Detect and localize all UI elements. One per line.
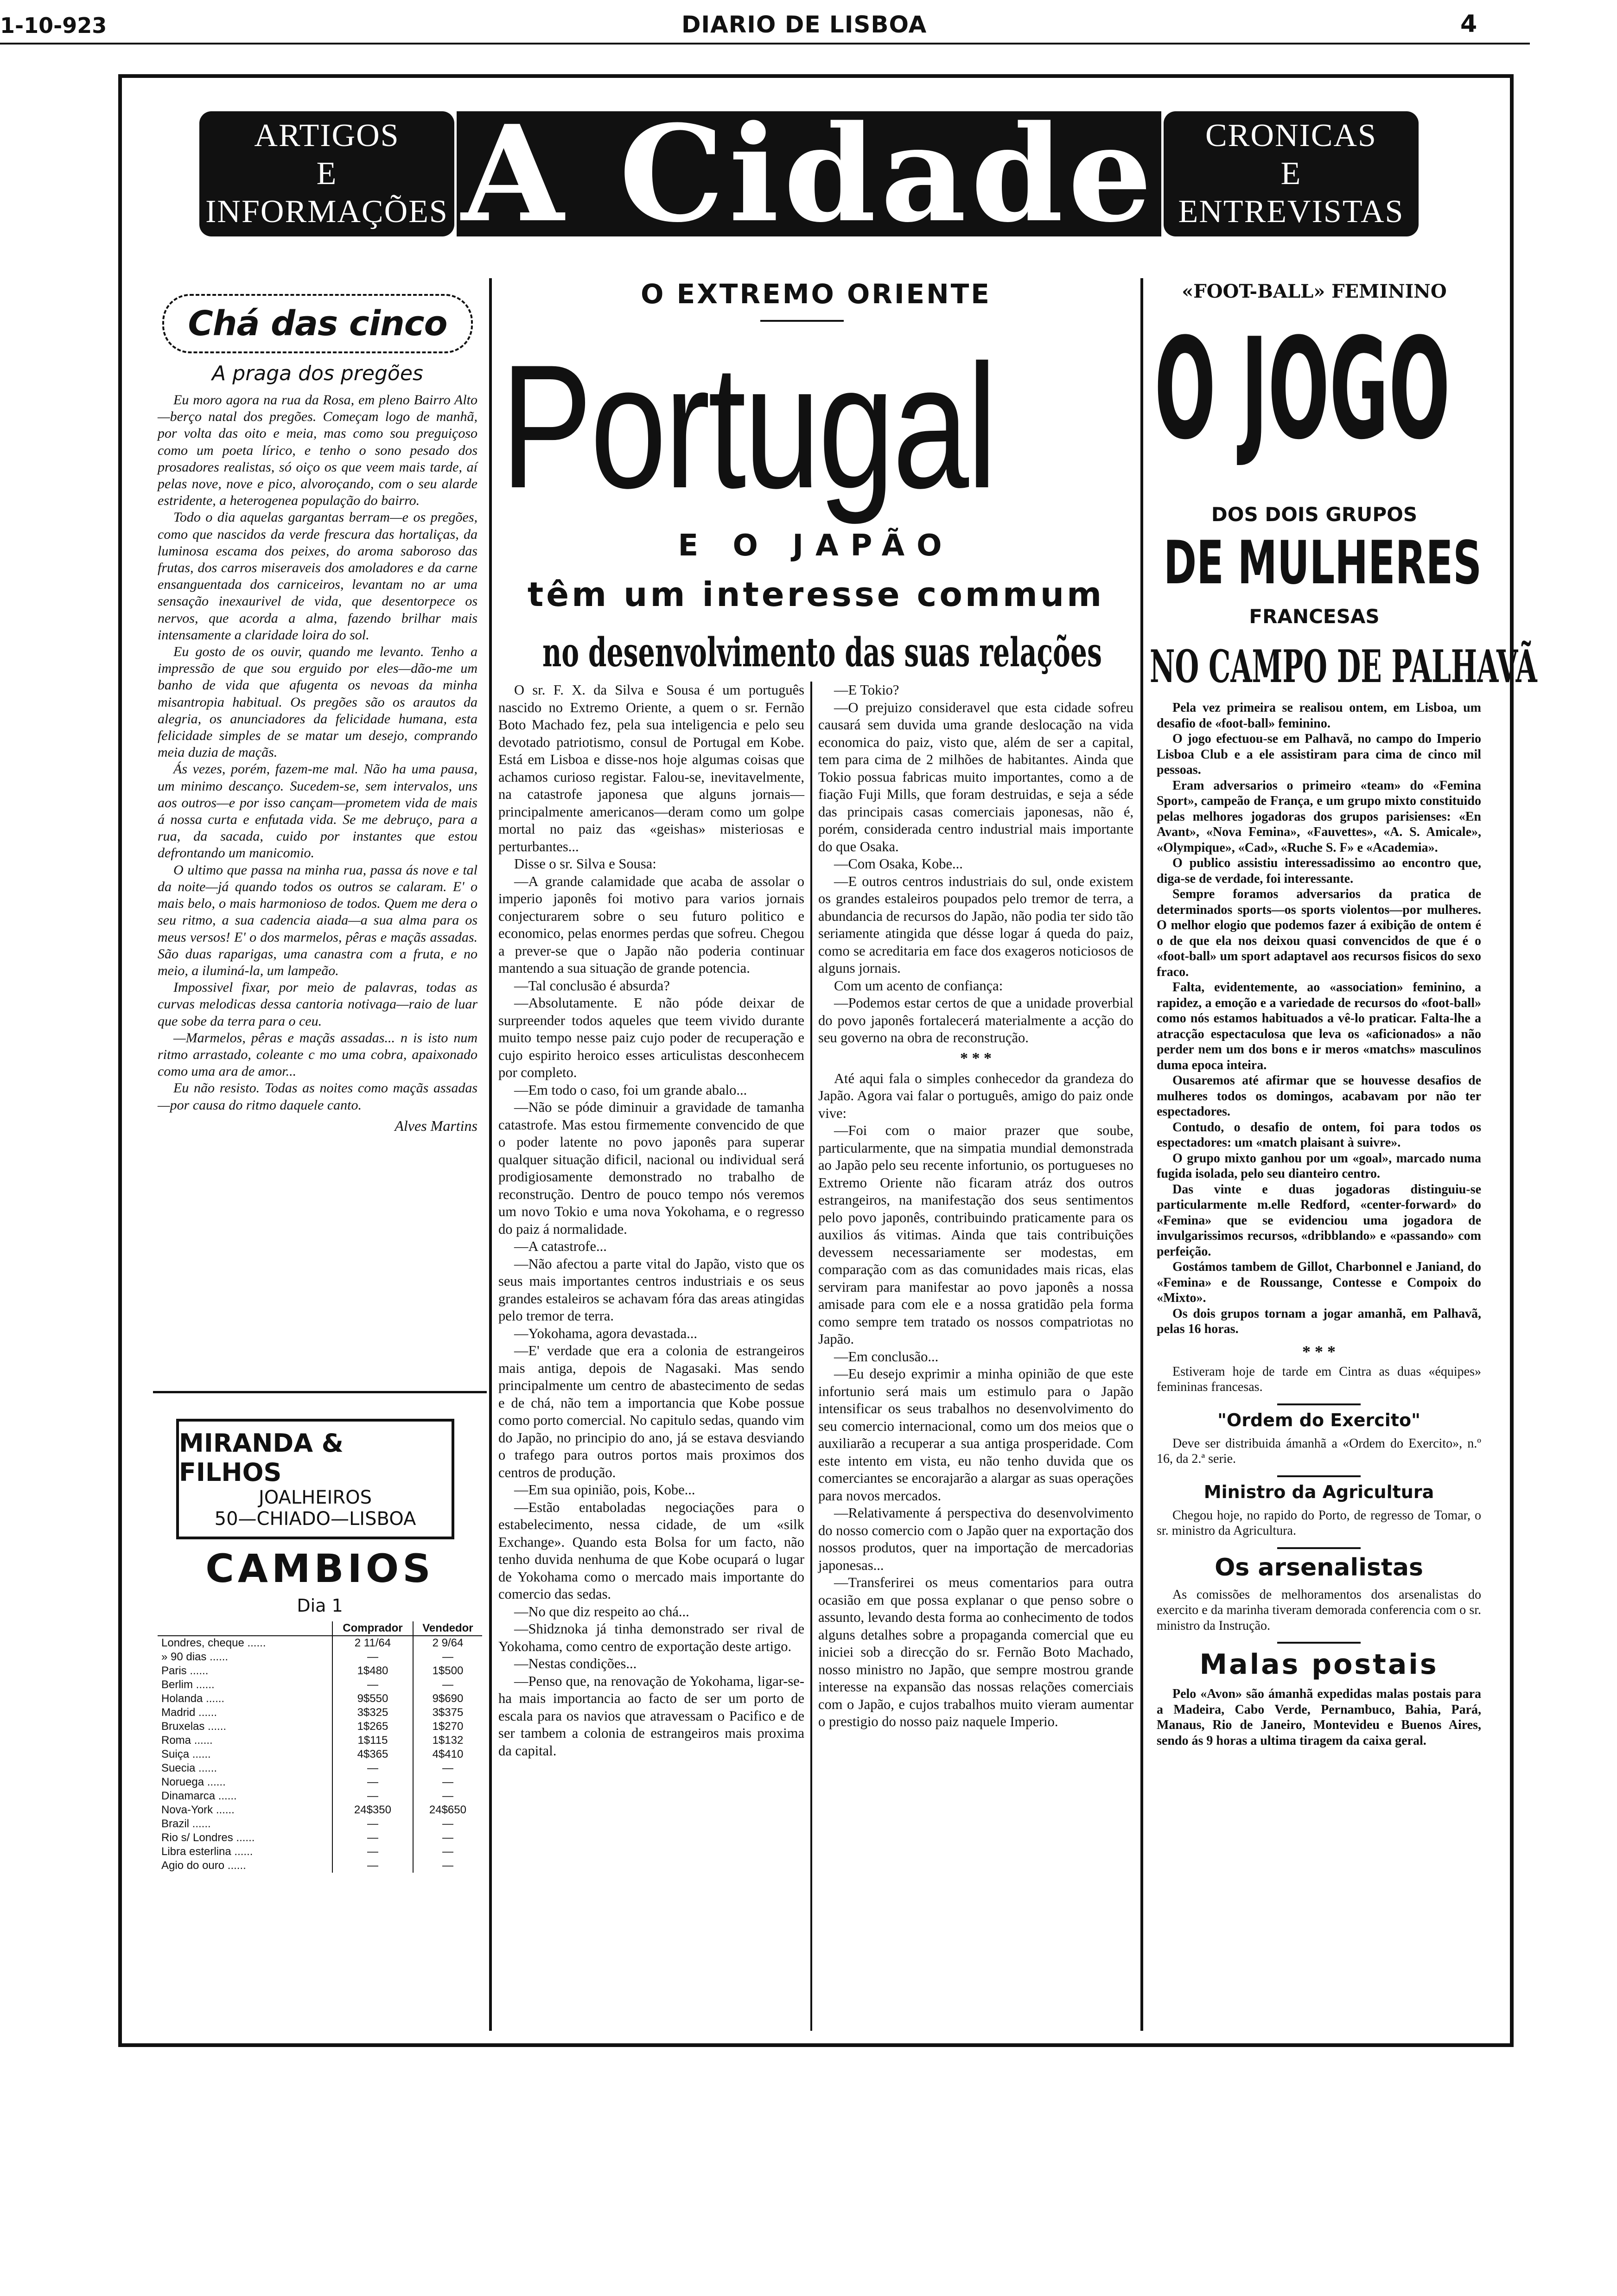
currency-cell: » 90 dias ......	[161, 1651, 229, 1663]
table-row	[158, 1692, 482, 1706]
table-row	[158, 1831, 482, 1845]
paragraph: —Relativamente á perspectiva do desenvolvimento do nosso comercio com o Japão quer na exportação dos nossos produtos, quer na importação de mercadorias japonesas...	[818, 1505, 1133, 1573]
sub-headline-3: no desenvolvimento das suas relações	[542, 629, 1102, 676]
currency-cell: Nova-York ......	[161, 1804, 235, 1816]
buy-rate-cell: —	[332, 1775, 413, 1789]
sub-headline-1: E O JAPÃO	[678, 529, 954, 563]
ornament-rule	[1277, 1642, 1361, 1644]
table-row	[158, 1775, 482, 1789]
paragraph: —O prejuizo consideravel que esta cidade sofreu causará sem duvida uma grande deslocação na vida economica do paiz, visto que, além de ser a capital, tem para cima de 2 milhões de habitantes. Ainda que Tokio possua fabricas muito importantes, como a de fiação Fuji Mills, que foram destruidas, e seja a séde das principais casas comerciais japonesas, não é, porém, considerada centro industrial mais importante do que Osaka.	[818, 699, 1133, 855]
masthead-left-line: ARTIGOS	[254, 118, 400, 153]
table-row	[158, 1650, 482, 1664]
paragraph: —Com Osaka, Kobe...	[834, 856, 963, 872]
notice-title: Malas postais	[1199, 1648, 1439, 1681]
paragraph: —No que diz respeito ao chá...	[514, 1603, 689, 1620]
sell-rate-cell: 1$500	[413, 1664, 482, 1678]
table-row	[158, 1859, 482, 1873]
sell-rate-cell: —	[413, 1845, 482, 1859]
header-rule	[0, 43, 1530, 45]
cambios-title: CAMBIOS	[205, 1546, 434, 1591]
notice-title: "Ordem do Exercito"	[1217, 1409, 1420, 1430]
currency-cell: Rio s/ Londres ......	[161, 1831, 255, 1844]
table-row	[158, 1845, 482, 1859]
currency-cell: Londres, cheque ......	[161, 1637, 266, 1649]
sell-rate-cell: 1$132	[413, 1734, 482, 1748]
masthead-left-line: INFORMAÇÕES	[205, 194, 448, 230]
buy-rate-cell: 9$550	[332, 1692, 413, 1706]
buy-rate-cell: 1$265	[332, 1720, 413, 1734]
masthead-left-box	[199, 111, 454, 236]
column-header: Comprador	[332, 1621, 413, 1636]
center-column-2	[818, 682, 1133, 2026]
page-number: 4	[1460, 10, 1477, 38]
buy-rate-cell: —	[332, 1650, 413, 1664]
masthead-right-box	[1164, 111, 1419, 236]
sell-rate-cell: —	[413, 1859, 482, 1873]
ad-name: MIRANDA & FILHOS	[179, 1429, 344, 1487]
paragraph: —Shidznoka já tinha demonstrado ser rival de Yokohama, como centro de exportação deste artigo.	[498, 1621, 804, 1654]
paragraph: Contudo, o desafio de ontem, foi para todos os espectadores: um «match plaisant à suivre».	[1157, 1120, 1481, 1150]
currency-cell: Suecia ......	[161, 1762, 217, 1774]
paragraph: Eu moro agora na rua da Rosa, em pleno Bairro Alto—berço natal dos pregões. Começam logo de manhã, por volta das oito e meia, mas como sou preguiçoso como um poeta lírico, e tenho o sono pesado dos prosadores realistas, só oiço os que veem mais tarde, aí pelas nove, nove e pico, alvoroçando, com o seu alarde estridente, a heterogenea população do bairro.	[158, 392, 477, 509]
paragraph: Pela vez primeira se realisou ontem, em Lisboa, um desafio de «foot-ball» feminino.	[1157, 701, 1481, 731]
cambios-date: Dia 1	[297, 1595, 343, 1616]
buy-rate-cell: —	[332, 1789, 413, 1803]
buy-rate-cell: 2 11/64	[332, 1636, 413, 1650]
right-headline-1-wrap	[1154, 308, 1488, 470]
table-row	[158, 1817, 482, 1831]
paragraph: —Foi com o maior prazer que soube, particularmente, que na simpatia mundial demonstrada ao Japão pelo seu recente infortunio, os portugueses no Extremo Oriente não ficaram atráz dos outros estrangeiros, na manifestação dos seus sentimentos pelo povo japonês, contribuindo praticamente para os auxilios ás vitimas. Ainda que tais contribuições devessem necessariamente ser modestas, em comparação com as das comunidades mais ricas, elas serviram para manifestar ao povo japonês a nossa amisade para com ele e a nossa gratidão pela forma como sempre tem tratado os nossos compatriotas no Japão.	[818, 1122, 1133, 1347]
currency-cell: Suiça ......	[161, 1748, 211, 1760]
cambios-rows	[158, 1636, 482, 1873]
buy-rate-cell: —	[332, 1845, 413, 1859]
currency-cell: Libra esterlina ......	[161, 1845, 253, 1858]
buy-rate-cell: 4$365	[332, 1748, 413, 1761]
table-row	[158, 1636, 482, 1650]
masthead-right-line: ENTREVISTAS	[1178, 194, 1404, 230]
sell-rate-cell: —	[413, 1650, 482, 1664]
paragraph: Eu não resisto. Todas as noites como maçãs assadas—por causa do ritmo daquele canto.	[158, 1080, 477, 1113]
sell-rate-cell: 9$690	[413, 1692, 482, 1706]
running-header	[0, 0, 1617, 42]
table-row	[158, 1664, 482, 1678]
paragraph: Eram adversarios o primeiro «team» do «Femina Sport», campeão de França, e um grupo mixto constituido pelas melhores jogadoras dos grupos parisienses: «En Avant», «Nova Femina», «Fauvettes», «A. S. Amicale», «Olympique», «Cad», «Ruche S. F» e «Academia».	[1157, 778, 1481, 855]
section-title-frame	[162, 294, 473, 353]
buy-rate-cell: —	[332, 1859, 413, 1873]
buy-rate-cell: 24$350	[332, 1803, 413, 1817]
right-sub-1: DOS DOIS GRUPOS	[1211, 503, 1418, 526]
paragraph: Todo o dia aquelas gargantas berram—e os pregões, como que nascidos da verde frescura das hortaliças, da luminosa escama dos peixes, do aroma saboroso das frutas, dos carros miseraveis dos amoladores e da carne ensanguentada dos carniceiros, levantam no ar uma sensação inexaurivel de vida, que desentorpece os nervos, que acorda a alma, fazendo brilhar mais intensamente a claridade loira do sol.	[158, 510, 477, 643]
paragraph: —Não afectou a parte vital do Japão, visto que os seus mais importantes centros industriais e os seus grandes estaleiros se achavam fóra das areas atingidas pelo tremor de terra.	[498, 1256, 804, 1324]
masthead-right-line: CRONICAS	[1205, 118, 1377, 153]
newspaper-name: DIARIO DE LISBOA	[681, 11, 927, 38]
paragraph: Sempre foramos adversarios da pratica de determinados sports—os sports violentos—por mulheres. O melhor elogio que podemos fazer á exibição de ontem é o de que ela nos deixou quasi convencidos de que é o «foot-ball» um sport adaptavel aos recursos fisicos do sexo fraco.	[1157, 887, 1481, 979]
paragraph: —Estão entaboladas negociações para o estabelecimento, nessa cidade, de um «silk Exchange». Quando esta Bolsa for um facto, não tenho duvida nenhuma de que Kobe ocupará o lugar de Yokohama como o mercado mais importante do comercio das sedas.	[498, 1499, 804, 1602]
sell-rate-cell: 3$375	[413, 1706, 482, 1720]
paragraph: O publico assistiu interessadissimo ao encontro que, diga-se de verdade, foi interessante.	[1157, 856, 1481, 886]
paragraph: —E' verdade que era a colonia de estrangeiros mais antiga, depois de Nagasaki. Mas sendo principalmente um centro de abastecimento de sedas e de chá, não tem a importancia que Kobe possue como porto comercial. No capitulo sedas, quando vim do Japão, no principio do ano, já se estava desviando o trafego para outros portos mais proximos dos centros de produção.	[498, 1343, 804, 1480]
paragraph: —Podemos estar certos de que a unidade proverbial do povo japonês fortalecerá materialmente a acção do seu governo na obra de reconstrução.	[818, 995, 1133, 1046]
paragraph: —Não se póde diminuir a gravidade de tamanha catastrofe. Mas estou firmemente convencido de que o poder latente no povo japonês para superar qualquer situação dificil, nacional ou individual será prodigiosamente demonstrado no trabalho de reconstrução. Dentro de pouco tempo nós veremos um novo Tokio e uma nova Yokohama, e o regresso do paiz á normalidade.	[498, 1099, 804, 1237]
column-rule	[1140, 278, 1143, 2031]
buy-rate-cell: 1$480	[332, 1664, 413, 1678]
paragraph: —Absolutamente. E não póde deixar de surpreender todos aqueles que teem vivido durante muito tempo nesse paiz cujo poder de recuperação e cujo espirito heroico esses articulistas desconhecem por completo.	[498, 995, 804, 1080]
notice-title: Ministro da Agricultura	[1203, 1481, 1434, 1502]
paragraph: —Penso que, na renovação de Yokohama, ligar-se-ha mais importancia ao facto de ser um porto de escala para os navios que atravessam o Pacifico e de ser tambem a colonia de estrangeiros mais proxima da capital.	[498, 1673, 804, 1759]
center-kicker-wrap	[496, 278, 1136, 310]
currency-cell: Agio do ouro ......	[161, 1859, 246, 1872]
buy-rate-cell: —	[332, 1761, 413, 1775]
table-row	[158, 1678, 482, 1692]
paragraph: Os dois grupos tornam a jogar amanhã, em Palhavã, pelas 16 horas.	[1157, 1306, 1481, 1336]
ornament-rule	[1277, 1547, 1361, 1549]
paragraph: —E Tokio?	[834, 682, 899, 698]
paragraph: Até aqui fala o simples conhecedor da grandeza do Japão. Agora vai falar o português, amigo do paiz onde vive:	[818, 1070, 1133, 1121]
sell-rate-cell: —	[413, 1678, 482, 1692]
article-kicker: O EXTREMO ORIENTE	[641, 278, 991, 310]
sell-rate-cell: 1$270	[413, 1720, 482, 1734]
right-headline-2: DE MULHERES	[1164, 529, 1482, 598]
column-rule	[489, 278, 492, 2031]
paragraph: Estiveram hoje de tarde em Cintra as duas «équipes» femininas francesas.	[1157, 1364, 1481, 1394]
section-stars: * * *	[960, 1049, 992, 1067]
paragraph: —Nestas condições...	[514, 1656, 637, 1671]
jeweller-ad	[176, 1419, 454, 1539]
buy-rate-cell: —	[332, 1831, 413, 1845]
kicker-ornament	[760, 320, 844, 322]
table-row	[158, 1761, 482, 1775]
currency-cell: Roma ......	[161, 1734, 213, 1747]
currency-cell: Paris ......	[161, 1665, 209, 1677]
paragraph: Disse o sr. Silva e Sousa:	[514, 856, 656, 872]
section-title: Chá das cinco	[188, 304, 447, 344]
paragraph: Das vinte e duas jogadoras distinguiu-se particularmente m.elle Redford, «center-forward» do «Femina» que se evidenciou uma jogadora de invulgarissimos recursos, «dribblando» e «passando» com perfeição.	[1157, 1182, 1481, 1259]
table-row	[158, 1720, 482, 1734]
buy-rate-cell: 1$115	[332, 1734, 413, 1748]
paragraph: —E outros centros industriais do sul, onde existem os grandes estaleiros poupados pelo tremor de terra, a abundancia de recursos do Japão, não podia ter sido tão seriamente atingida que désse logar á queda do paiz, como se acreditaria em face dos exageros noticiosos de alguns jornais.	[818, 873, 1133, 976]
main-headline: Portugal	[501, 328, 995, 525]
paragraph: Impossivel fixar, por meio de palavras, todas as curvas melodicas dessa cantoria notivaga—raio de luar que sobe da terra para o ceu.	[158, 980, 477, 1029]
paragraph: —Marmelos, pêras e maçãs assadas... n is isto num ritmo arrastado, coleante c mo uma cobra, apaixonado como uma ara de amor...	[158, 1030, 477, 1079]
currency-cell: Holanda ......	[161, 1692, 225, 1705]
buy-rate-cell: —	[332, 1817, 413, 1831]
sell-rate-cell: 4$410	[413, 1748, 482, 1761]
paragraph: —Tal conclusão é absurda?	[514, 977, 670, 994]
ornament-rule	[1277, 1403, 1361, 1405]
paragraph: As comissões de melhoramentos dos arsenalistas do exercito e da marinha tiveram demorada conferencia com o sr. ministro da Instrução.	[1157, 1587, 1481, 1633]
paragraph: —Em sua opinião, pois, Kobe...	[514, 1482, 695, 1498]
column-rule	[810, 682, 812, 2031]
paragraph: —Em todo o caso, foi um grande abalo...	[514, 1082, 747, 1098]
paragraph: —Eu desejo exprimir a minha opinião de que este infortunio será mais um estimulo para o Japão intensificar os seus trabalhos no desenvolvimento do seu comercio internacional, como um dos meios que o auxiliarão a recuperar a sua antiga prosperidade. Com este intento em vista, eu não tenho duvida que os comerciantes se encorajarão a alargar as suas operações para novos mercados.	[818, 1366, 1133, 1504]
currency-cell: Madrid ......	[161, 1706, 217, 1719]
right-headline-2-wrap	[1164, 529, 1488, 598]
sell-rate-cell: 2 9/64	[413, 1636, 482, 1650]
column-header	[158, 1621, 332, 1636]
currency-cell: Berlim ......	[161, 1678, 215, 1691]
table-row	[158, 1789, 482, 1803]
paragraph: Chegou hoje, no rapido do Porto, de regresso de Tomar, o sr. ministro da Agricultura.	[1157, 1508, 1481, 1538]
paragraph: Falta, evidentemente, ao «association» feminino, a rapidez, a emoção e a variedade de recursos do «foot-ball» como nós estamos habituados a vê-lo praticar. Falta-lhe a atracção espectaculosa que leva os «aficionados» a não perder nem um dos bons e ir meros «matchs» masculinos duma epoca inteira.	[1157, 980, 1481, 1072]
paragraph: O ultimo que passa na minha rua, passa ás nove e tal da noite—já quando todos os outros se calaram. E' o mais belo, o mais harmonioso de todos. Quem me dera o seu ritmo, a sua cadencia aiada—a sua alma para os meus versos! E' o dos marmelos, pêras e maçãs assadas. São duas raparigas, uma canastra com a fruta, e no meio, a iluminá-la, um lampeão.	[158, 862, 477, 978]
paragraph: Ousaremos até afirmar que se houvesse desafios de mulheres todos os domingos, acabavam por não ter espectadores.	[1157, 1073, 1481, 1119]
paragraph: Ás vezes, porém, fazem-me mal. Não ha uma pausa, um minimo descanço. Sucedem-se, sem intervalos, uns aos outros—e por isso cançam—prometem vida de mais á nossa curta e enfutada vida. Se me debruço, para a rua, da sacada, cuido por instantes que estou defrontando um manicomio.	[158, 761, 477, 861]
column-header: Vendedor	[413, 1621, 482, 1636]
right-headline-3: NO CAMPO DE PALHAVÃ	[1150, 640, 1537, 693]
buy-rate-cell: 3$325	[332, 1706, 413, 1720]
ornament-rule	[1277, 1475, 1361, 1477]
currency-cell: Noruega ......	[161, 1776, 226, 1788]
section-stars: * * *	[1302, 1342, 1336, 1361]
paragraph: Com um acento de confiança:	[834, 977, 1003, 994]
sub-headline-2: têm um interesse commum	[527, 575, 1105, 614]
sell-rate-cell: —	[413, 1817, 482, 1831]
masthead-right-line: E	[1280, 156, 1302, 191]
right-kicker: «FOOT-BALL» FEMININO	[1182, 281, 1447, 302]
paragraph: —Transferirei os meus comentarios para outra ocasião em que possa explanar o que penso sobre o assunto, levando desta forma ao conhecimento de todos alguns detalhes sobre a propaganda comercial que eu iniciei sob a direcção do sr. Fernão Boto Machado, nosso ministro no Japão, que sempre mostrou grande interesse na expansão das nossas relações comerciais com o Japão, e cujos trabalhos muito vieram aumentar o prestigio do nosso paiz naquele Imperio.	[818, 1575, 1133, 1729]
table-row	[158, 1803, 482, 1817]
paragraph: O jogo efectuou-se em Palhavã, no campo do Imperio Lisboa Club e a ele assistiram para cima de cinco mil pessoas.	[1157, 732, 1481, 777]
table-header-row	[158, 1621, 482, 1636]
sell-rate-cell: —	[413, 1775, 482, 1789]
currency-cell: Bruxelas ......	[161, 1720, 227, 1733]
right-column-body	[1157, 700, 1481, 1887]
right-headline-3-wrap	[1150, 640, 1537, 693]
paragraph: —Yokohama, agora devastada...	[514, 1325, 697, 1341]
sub-headline-3-wrap	[542, 631, 1117, 677]
sell-rate-cell: —	[413, 1761, 482, 1775]
paragraph: Pelo «Avon» são ámanhã expedidas malas postais para a Madeira, Cabo Verde, Pernambuco, Bahia, Pará, Manaus, Rio de Janeiro, Montevideu e Buenos Aires, sendo ás 9 horas a ultima tiragem da caixa geral.	[1157, 1687, 1481, 1748]
right-sub-2: FRANCESAS	[1249, 605, 1380, 628]
paragraph: —A catastrofe...	[514, 1238, 607, 1254]
table-row	[158, 1734, 482, 1748]
center-column-1	[498, 682, 804, 2026]
paragraph: O grupo mixto ganhou por um «goal», marcado numa fugida isolada, pelo seu dianteiro centro.	[1157, 1151, 1481, 1181]
paragraph: Deve ser distribuida ámanhã a «Ordem do Exercito», n.º 16, da 2.ª serie.	[1157, 1436, 1481, 1466]
table-row	[158, 1706, 482, 1720]
currency-cell: Dinamarca ......	[161, 1790, 237, 1802]
signature: Alves Martins	[395, 1117, 477, 1134]
notice-title: Os arsenalistas	[1215, 1553, 1423, 1582]
sell-rate-cell: 24$650	[413, 1803, 482, 1817]
ad-line: 50—CHIADO—LISBOA	[214, 1508, 416, 1530]
masthead-title-box	[457, 96, 1161, 252]
paragraph: —A grande calamidade que acaba de assolar o imperio japonês foi motivo para varios jornais conjecturarem sobre o seu futuro politico e economico, pelas enormes perdas que sofreu. Chegou a prever-se que o Japão não poderia continuar mantendo a sua situação de grande potencia.	[498, 873, 804, 976]
masthead-title: A Cidade	[461, 96, 1157, 252]
table-row	[158, 1748, 482, 1761]
article-body	[158, 392, 477, 1135]
paragraph: —Em conclusão...	[834, 1348, 939, 1365]
sell-rate-cell: —	[413, 1831, 482, 1845]
ad-line: JOALHEIROS	[258, 1487, 372, 1508]
issue-date: 1-10-923	[0, 13, 107, 38]
cambios-section	[158, 1546, 482, 1873]
right-headline-1: O JOGO	[1154, 308, 1451, 470]
big-headline-wrap	[501, 328, 1140, 525]
cambios-table	[158, 1621, 482, 1873]
sell-rate-cell: —	[413, 1789, 482, 1803]
article-headline: A praga dos pregões	[212, 362, 423, 385]
masthead-left-line: E	[316, 156, 337, 191]
paragraph: O sr. F. X. da Silva e Sousa é um português nascido no Extremo Oriente, a quem o sr. Fernão Boto Machado fez, pela sua inteligencia e pelo seu devotado patriotismo, consul de Portugal em Kobe. Está em Lisboa e disse-nos hoje algumas coisas que achamos curioso registar. Falou-se, inevitavelmente, na catastrofe japonesa que alguns jornais—principalmente americanos—deram como um golpe mortal no paiz das «geishas» misteriosas e perturbantes...	[498, 682, 804, 855]
section-divider	[153, 1391, 487, 1393]
paragraph: Eu gosto de os ouvir, quando me levanto. Tenho a impressão de que sou erguido por eles—dão-me um banho de vida que afugenta os nevoas da minha misantropia habitual. Os pregões são os arautos da alegria, os anunciadores da felicidade humana, esta felicidade simples de se matar um desejo, comprando meia duzia de maçãs.	[158, 644, 477, 760]
buy-rate-cell: —	[332, 1678, 413, 1692]
currency-cell: Brazil ......	[161, 1818, 211, 1830]
paragraph: Gostámos tambem de Gillot, Charbonnel e Janiand, do «Femina» e de Roussange, Contesse e Compoix do «Mixto».	[1157, 1260, 1481, 1305]
